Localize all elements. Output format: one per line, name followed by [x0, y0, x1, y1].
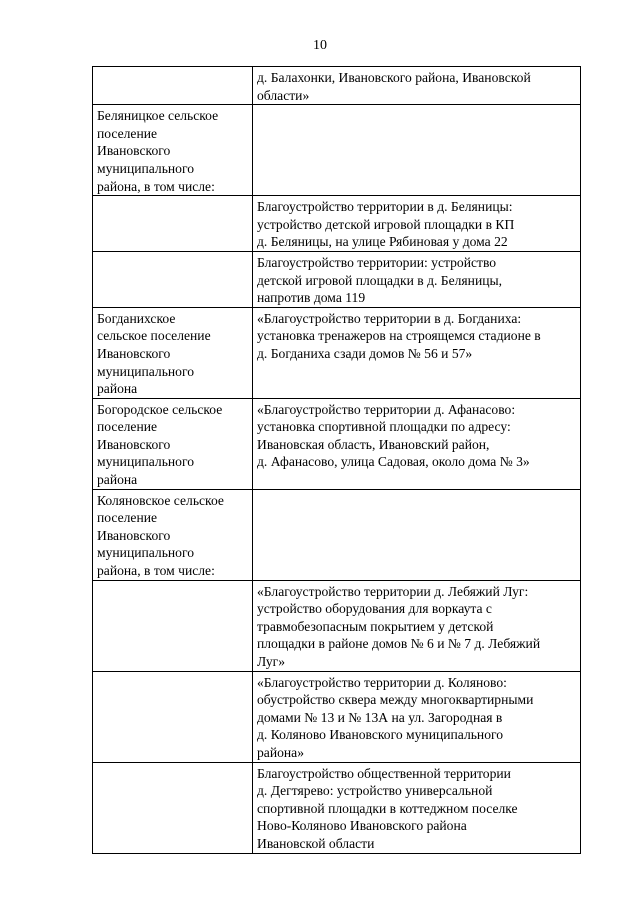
settlement-line: района	[97, 381, 138, 397]
project-cell	[253, 67, 581, 105]
settlement-line: сельское поселение	[97, 328, 211, 344]
project-line: установка тренажеров на строящемся стадионе в	[257, 328, 541, 344]
project-line: устройство оборудования для воркаута с	[257, 601, 492, 617]
settlement-projects-table	[92, 66, 581, 854]
project-line: домами № 13 и № 13А на ул. Загородная в	[257, 709, 503, 725]
settlement-cell	[93, 105, 253, 196]
project-line: спортивной площадки в коттеджном поселке	[257, 800, 518, 816]
project-line: Благоустройство общественной территории	[257, 765, 511, 781]
project-cell	[253, 196, 581, 252]
settlement-line: Ивановского	[97, 345, 171, 361]
settlement-cell	[93, 671, 253, 762]
settlement-line: Коляновское сельское	[97, 492, 224, 508]
project-cell	[253, 398, 581, 489]
settlement-line: Ивановского	[97, 436, 171, 452]
settlement-line: поселение	[97, 510, 158, 526]
project-line: д. Беляницы, на улице Рябиновая у дома 22	[257, 234, 508, 250]
table-row	[93, 762, 581, 853]
project-line: Благоустройство территории в д. Беляницы:	[257, 199, 513, 215]
project-line: Благоустройство территории: устройство	[257, 254, 497, 270]
project-line: установка спортивной площадки по адресу:	[257, 419, 511, 435]
settlement-line: муниципального	[97, 160, 195, 176]
project-line: д. Богданиха сзади домов № 56 и 57»	[257, 345, 473, 361]
settlement-line: района, в том числе:	[97, 178, 215, 194]
project-cell	[253, 762, 581, 853]
table-row	[93, 196, 581, 252]
settlement-cell	[93, 67, 253, 105]
project-line: Ивановская область, Ивановский район,	[257, 436, 490, 452]
project-line: д. Дегтярево: устройство универсальной	[257, 783, 493, 799]
project-cell	[253, 489, 581, 580]
settlement-line: Ивановского	[97, 527, 171, 543]
table-row	[93, 398, 581, 489]
project-line: «Благоустройство территории д. Колянoво:	[257, 674, 507, 690]
settlement-cell	[93, 489, 253, 580]
settlement-line: Ивановского	[97, 143, 171, 159]
project-line: д. Колянoво Ивановского муниципального	[257, 727, 504, 743]
settlement-cell	[93, 580, 253, 671]
settlement-cell	[93, 251, 253, 307]
settlement-line: муниципального	[97, 454, 195, 470]
project-line: района»	[257, 744, 305, 760]
table-row	[93, 307, 581, 398]
settlement-line: муниципального	[97, 545, 195, 561]
project-line: «Благоустройство территории д. Афанасово:	[257, 401, 516, 417]
project-line: площадки в районе домов № 6 и № 7 д. Лебяжий	[257, 636, 541, 652]
project-cell	[253, 251, 581, 307]
project-line: детской игровой площадки в д. Беляницы,	[257, 272, 503, 288]
settlement-cell	[93, 196, 253, 252]
table-row	[93, 105, 581, 196]
project-cell	[253, 105, 581, 196]
project-line: «Благоустройство территории д. Лебяжий Луг:	[257, 583, 529, 599]
project-line: напротив дома 119	[257, 290, 366, 306]
project-cell	[253, 671, 581, 762]
project-line: Луг»	[257, 654, 286, 669]
settlement-line: поселение	[97, 125, 158, 141]
table-row	[93, 67, 581, 105]
project-line: «Благоустройство территории в д. Богданиха:	[257, 310, 522, 326]
project-line: устройство детской игровой площадки в КП	[257, 216, 515, 232]
settlement-line: Беляницкое сельское	[97, 108, 219, 124]
settlement-line: района	[97, 472, 138, 488]
project-line: области»	[257, 87, 310, 103]
table-row	[93, 251, 581, 307]
table-row	[93, 580, 581, 671]
table-row	[93, 671, 581, 762]
settlement-cell	[93, 762, 253, 853]
project-line: Ивановской области	[257, 835, 375, 851]
settlement-line: поселение	[97, 419, 158, 435]
table-row	[93, 489, 581, 580]
settlement-line: Богородское сельское	[97, 401, 223, 417]
project-line: д. Афанасово, улица Садовая, около дома № 3»	[257, 454, 530, 470]
project-line: травмобезопасным покрытием у детской	[257, 618, 494, 634]
project-cell	[253, 580, 581, 671]
page-number: 10	[313, 38, 327, 53]
settlement-line: района, в том числе:	[97, 563, 215, 579]
project-line: д. Балахонки, Ивановского района, Ивановской	[257, 70, 531, 85]
table-body	[93, 67, 581, 854]
settlement-line: муниципального	[97, 363, 195, 379]
project-cell	[253, 307, 581, 398]
project-line: обустройство сквера между многоквартирными	[257, 692, 534, 708]
settlement-line: Богданихское	[97, 310, 176, 326]
settlement-cell	[93, 307, 253, 398]
settlement-cell	[93, 398, 253, 489]
project-line: Ново-Колянoво Ивановского района	[257, 818, 467, 834]
